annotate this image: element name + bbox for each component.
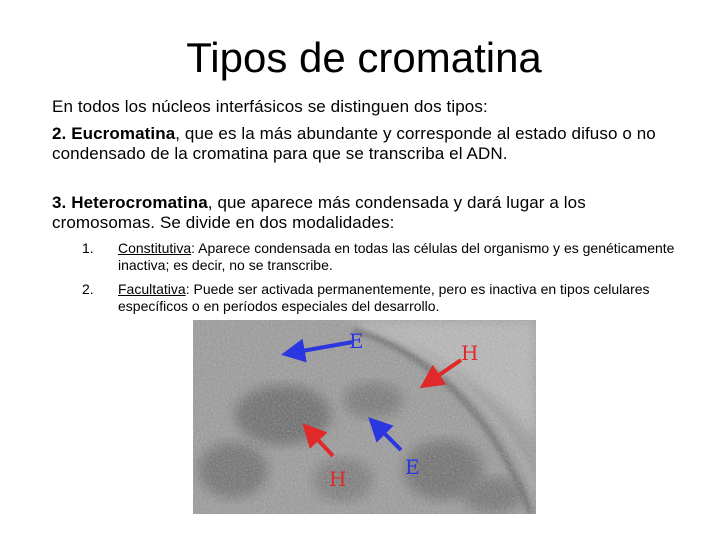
eucromatina-paragraph bbox=[52, 124, 692, 164]
subitem-number: 1. bbox=[82, 240, 94, 256]
constitutiva-description: : Aparece condensada en todas las células del organismo y es genéticamente inactiva; es decir, no se transcribe. bbox=[118, 240, 675, 273]
eucromatina-term: 2. Eucromatina bbox=[52, 124, 176, 143]
heterocromatina-paragraph bbox=[52, 193, 692, 233]
micrograph bbox=[193, 320, 536, 514]
intro-paragraph: En todos los núcleos interfásicos se distinguen dos tipos: bbox=[52, 97, 488, 116]
label-e-bottom: E bbox=[405, 455, 420, 479]
facultativa-term: Facultativa bbox=[118, 281, 186, 297]
constitutiva-term: Constitutiva bbox=[118, 240, 192, 256]
label-e-top: E bbox=[349, 329, 364, 353]
subitem-number: 2. bbox=[82, 281, 94, 297]
subitem-text bbox=[118, 240, 678, 274]
label-h-top: H bbox=[461, 341, 479, 365]
heterocromatina-text: , que aparece más condensada y dará lugar a los cromosomas. Se divide en dos modalidades: bbox=[52, 193, 586, 232]
heterocromatina-term: 3. Heterocromatina bbox=[52, 193, 208, 212]
label-h-bottom: H bbox=[329, 467, 347, 491]
subitem-text bbox=[118, 281, 678, 315]
facultativa-description: : Puede ser activada permanentemente, pero es inactiva en tipos celulares específicos o en períodos especiales del desarrollo. bbox=[118, 281, 650, 314]
micrograph-image bbox=[193, 320, 536, 514]
slide-title: Tipos de cromatina bbox=[186, 34, 542, 81]
eucromatina-text: , que es la más abundante y corresponde al estado difuso o no condensado de la cromatina para que se transcriba el ADN. bbox=[52, 124, 656, 163]
